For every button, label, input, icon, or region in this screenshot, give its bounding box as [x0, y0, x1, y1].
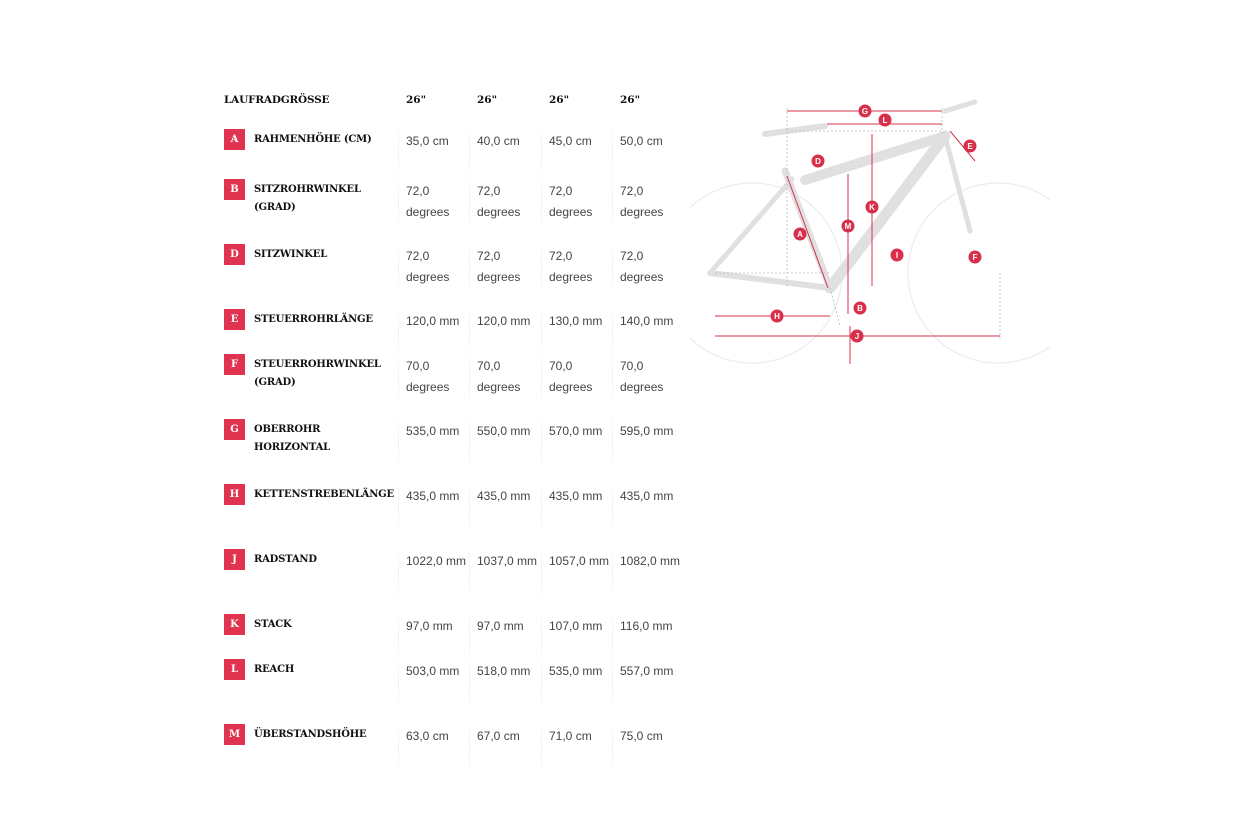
- column-divider: [541, 413, 542, 473]
- row-value: 97,0 mm: [477, 619, 524, 633]
- row-value: 70,0 degrees: [406, 359, 450, 394]
- row-value: 71,0 cm: [549, 729, 592, 743]
- column-divider: [541, 653, 542, 713]
- row-value: 70,0 degrees: [549, 359, 593, 394]
- column-divider: [469, 653, 470, 713]
- row-label: SITZROHRWINKEL (GRAD): [254, 184, 361, 213]
- marker-e-label: E: [967, 142, 973, 151]
- row-label: ÜBERSTANDSHÖHE: [254, 729, 367, 740]
- row-value: 535,0 mm: [549, 664, 603, 678]
- row-label: RADSTAND: [254, 554, 317, 565]
- row-label: STACK: [254, 619, 292, 630]
- row-value: 140,0 mm: [620, 314, 674, 328]
- column-divider: [541, 238, 542, 298]
- row-value: 570,0 mm: [549, 424, 603, 438]
- row-value: 72,0 degrees: [406, 249, 450, 284]
- marker-m-label: M: [844, 222, 852, 231]
- size-column-2: 26": [477, 94, 498, 106]
- row-value: 72,0 degrees: [406, 184, 450, 219]
- column-divider: [541, 478, 542, 538]
- row-label: OBERROHR HORIZONTAL: [254, 424, 330, 453]
- row-value: 435,0 mm: [406, 489, 460, 503]
- column-divider: [612, 543, 613, 603]
- column-divider: [398, 413, 399, 473]
- row-key-badge: L: [224, 659, 245, 680]
- row-key-badge: G: [224, 419, 245, 440]
- row-value: 72,0 degrees: [620, 184, 664, 219]
- marker-h-label: H: [774, 312, 780, 321]
- row-value: 435,0 mm: [620, 489, 674, 503]
- row-value: 1022,0 mm: [406, 554, 467, 568]
- column-divider: [612, 653, 613, 713]
- row-key-badge: E: [224, 309, 245, 330]
- marker-f-label: F: [972, 253, 978, 262]
- frame: [710, 102, 975, 288]
- row-value: 75,0 cm: [620, 729, 663, 743]
- row-label: KETTENSTREBENLÄNGE: [254, 489, 394, 500]
- row-value: 120,0 mm: [406, 314, 460, 328]
- row-value: 45,0 cm: [549, 134, 592, 148]
- row-value: 35,0 cm: [406, 134, 449, 148]
- column-divider: [398, 718, 399, 778]
- row-value: 120,0 mm: [477, 314, 531, 328]
- row-value: 40,0 cm: [477, 134, 520, 148]
- row-value: 518,0 mm: [477, 664, 531, 678]
- bike-geometry-diagram: [690, 96, 1050, 366]
- row-value: 550,0 mm: [477, 424, 531, 438]
- row-value: 72,0 degrees: [549, 249, 593, 284]
- row-value: 116,0 mm: [620, 619, 673, 633]
- wheel-size-heading: LAUFRADGRÖSSE: [224, 94, 330, 106]
- row-value: 595,0 mm: [620, 424, 674, 438]
- size-column-3: 26": [549, 94, 570, 106]
- column-divider: [469, 543, 470, 603]
- row-value: 557,0 mm: [620, 664, 674, 678]
- column-divider: [469, 348, 470, 408]
- row-key-badge: A: [224, 129, 245, 150]
- row-key-badge: B: [224, 179, 245, 200]
- column-divider: [541, 173, 542, 233]
- column-divider: [541, 718, 542, 778]
- marker-i-label: I: [895, 251, 899, 260]
- row-value: 503,0 mm: [406, 664, 460, 678]
- marker-d-label: D: [815, 157, 821, 166]
- row-value: 1057,0 mm: [549, 554, 610, 568]
- row-value: 70,0 degrees: [620, 359, 664, 394]
- row-value: 1037,0 mm: [477, 554, 538, 568]
- row-value: 130,0 mm: [549, 314, 603, 328]
- row-key-badge: F: [224, 354, 245, 375]
- row-label: STEUERROHRWINKEL (GRAD): [254, 359, 381, 388]
- row-key-badge: D: [224, 244, 245, 265]
- column-divider: [398, 238, 399, 298]
- row-label: STEUERROHRLÄNGE: [254, 314, 373, 325]
- row-value: 72,0 degrees: [477, 249, 521, 284]
- row-label: REACH: [254, 664, 295, 675]
- column-divider: [541, 543, 542, 603]
- row-value: 72,0 degrees: [620, 249, 664, 284]
- column-divider: [469, 238, 470, 298]
- column-divider: [541, 348, 542, 408]
- row-value: 535,0 mm: [406, 424, 460, 438]
- column-divider: [612, 348, 613, 408]
- column-divider: [398, 543, 399, 603]
- row-key-badge: M: [224, 724, 245, 745]
- column-divider: [612, 173, 613, 233]
- size-column-1: 26": [406, 94, 427, 106]
- column-divider: [469, 173, 470, 233]
- column-divider: [469, 478, 470, 538]
- row-value: 97,0 mm: [406, 619, 453, 633]
- row-value: 435,0 mm: [549, 489, 603, 503]
- row-key-badge: H: [224, 484, 245, 505]
- measure-lines: [715, 111, 1000, 364]
- column-divider: [398, 173, 399, 233]
- row-label: SITZWINKEL: [254, 249, 328, 260]
- column-divider: [612, 478, 613, 538]
- column-divider: [398, 653, 399, 713]
- marker-b-label: B: [857, 304, 863, 313]
- marker-l-label: L: [882, 116, 888, 125]
- column-divider: [469, 413, 470, 473]
- row-key-badge: J: [224, 549, 245, 570]
- size-column-4: 26": [620, 94, 641, 106]
- table-header: [224, 88, 684, 114]
- column-divider: [398, 478, 399, 538]
- row-value: 107,0 mm: [549, 619, 603, 633]
- row-value: 63,0 cm: [406, 729, 449, 743]
- column-divider: [469, 718, 470, 778]
- marker-a-label: A: [797, 230, 803, 239]
- row-key-badge: K: [224, 614, 245, 635]
- column-divider: [612, 718, 613, 778]
- column-divider: [398, 348, 399, 408]
- row-label: RAHMENHÖHE (CM): [254, 134, 372, 145]
- marker-k-label: K: [869, 203, 875, 212]
- row-value: 70,0 degrees: [477, 359, 521, 394]
- marker-j-label: J: [854, 332, 860, 341]
- column-divider: [612, 413, 613, 473]
- row-value: 72,0 degrees: [549, 184, 593, 219]
- row-value: 67,0 cm: [477, 729, 520, 743]
- row-value: 72,0 degrees: [477, 184, 521, 219]
- row-value: 1082,0 mm: [620, 554, 681, 568]
- row-value: 50,0 cm: [620, 134, 663, 148]
- column-divider: [612, 238, 613, 298]
- row-value: 435,0 mm: [477, 489, 531, 503]
- marker-g-label: G: [861, 107, 869, 116]
